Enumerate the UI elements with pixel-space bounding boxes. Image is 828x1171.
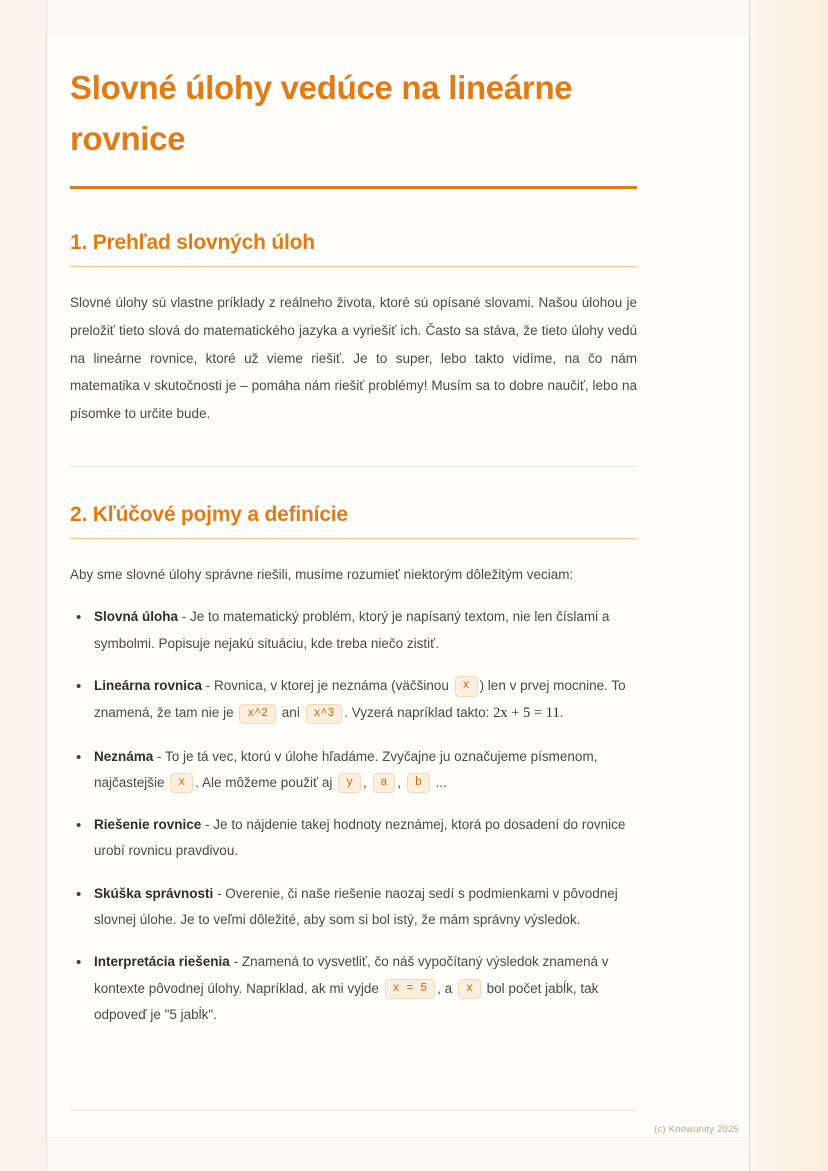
term-label: Riešenie rovnice — [94, 817, 202, 833]
term-definition-list — [70, 604, 637, 1028]
section-divider — [70, 466, 637, 467]
term-text: , — [397, 774, 405, 790]
section-2 — [70, 503, 637, 1029]
section-1-rule — [70, 266, 637, 267]
left-margin-band — [0, 0, 46, 1171]
footer-divider — [70, 1110, 637, 1111]
inline-code: y — [338, 773, 361, 793]
list-item — [70, 744, 637, 797]
section-1-paragraph: Slovné úlohy sú vlastne príklady z reálneho života, ktoré sú opísané slovami. Našou úlohou je preložiť tieto slová do matematického jazyka a vyriešiť ich. Často sa stáva, že tieto úlohy vedú na lineárne rovnice, ktoré už vieme riešiť. Je to super, lebo takto vidíme, na čo nám matematika v skutočnosti je – pomáha nám riešiť problémy! Musím sa to dobre naučiť, lebo na písomke to určite bude. — [70, 295, 637, 421]
term-label: Lineárna rovnica — [94, 677, 203, 693]
right-margin-rule — [749, 0, 750, 1171]
term-text: - Je to matematický problém, ktorý je napísaný textom, nie len číslami a symbolmi. Popisuje nejakú situáciu, kde treba niečo zistiť. — [94, 609, 610, 651]
term-text: - Overenie, či naše riešenie naozaj sedí s podmienkami v pôvodnej slovnej úlohe. Je to veľmi dôležité, aby som si bol istý, že mám správny výsledok. — [94, 885, 618, 928]
term-text: - Rovnica, v ktorej je neznáma (väčšinou — [202, 677, 453, 693]
list-item — [70, 949, 637, 1028]
section-1-heading: 1. Prehľad slovných úloh — [70, 231, 315, 255]
term-text: - Je to nájdenie takej hodnoty neznámej, ktorá po dosadení do rovnice urobí rovnicu pravdivou. — [94, 817, 626, 859]
inline-code: x = 5 — [385, 979, 436, 999]
term-text: ... — [431, 774, 447, 790]
page-title: Slovné úlohy vedúce na lineárne rovnice — [70, 69, 573, 158]
right-margin-band — [750, 0, 828, 1171]
title-underline — [70, 186, 637, 189]
term-text: . Ale môžeme použiť aj — [195, 774, 337, 790]
term-text: ani — [278, 705, 304, 721]
footer-copyright: (c) Knowunity 2025 — [654, 1124, 739, 1135]
inline-code: x — [170, 773, 193, 793]
inline-code: x^3 — [306, 704, 343, 724]
inline-code: a — [373, 773, 396, 793]
inline-code: x^2 — [239, 704, 276, 724]
section-2-intro: Aby sme slovné úlohy správne riešili, musíme rozumieť niektorým dôležitým veciam: — [70, 566, 574, 582]
term-label: Slovná úloha — [94, 609, 179, 625]
inline-code: x — [458, 979, 481, 999]
inline-code: b — [407, 773, 430, 793]
term-label: Skúška správnosti — [94, 885, 214, 901]
list-item — [70, 812, 637, 865]
term-label: Interpretácia riešenia — [94, 954, 230, 970]
term-text: , — [363, 774, 371, 790]
term-text: ) len v prvej mocnine. To znamená, že tam nie je — [94, 677, 626, 721]
term-text: bol počet jabĺk, tak odpoveď je "5 jabĺk". — [94, 980, 599, 1023]
inline-equation: 2x + 5 = 11 — [493, 705, 560, 722]
inline-code: x — [455, 676, 478, 696]
term-label: Neznáma — [94, 748, 154, 764]
section-1 — [70, 231, 637, 427]
term-text: , a — [437, 980, 456, 996]
term-text: - Znamená to vysvetliť, čo náš vypočítaný výsledok znamená v kontexte pôvodnej úlohy. Napríklad, ak mi vyjde — [94, 954, 609, 996]
list-item — [70, 881, 637, 934]
section-2-heading: 2. Kľúčové pojmy a definície — [70, 502, 348, 526]
section-2-rule — [70, 538, 637, 539]
document-content — [70, 62, 637, 1028]
term-text: - To je tá vec, ktorú v úlohe hľadáme. Zvyčajne ju označujeme písmenom, najčastejšie — [94, 748, 598, 790]
list-item — [70, 604, 637, 657]
term-text: . Vyzerá napríklad takto: — [344, 705, 494, 721]
term-text: . — [559, 705, 564, 721]
list-item — [70, 673, 637, 728]
